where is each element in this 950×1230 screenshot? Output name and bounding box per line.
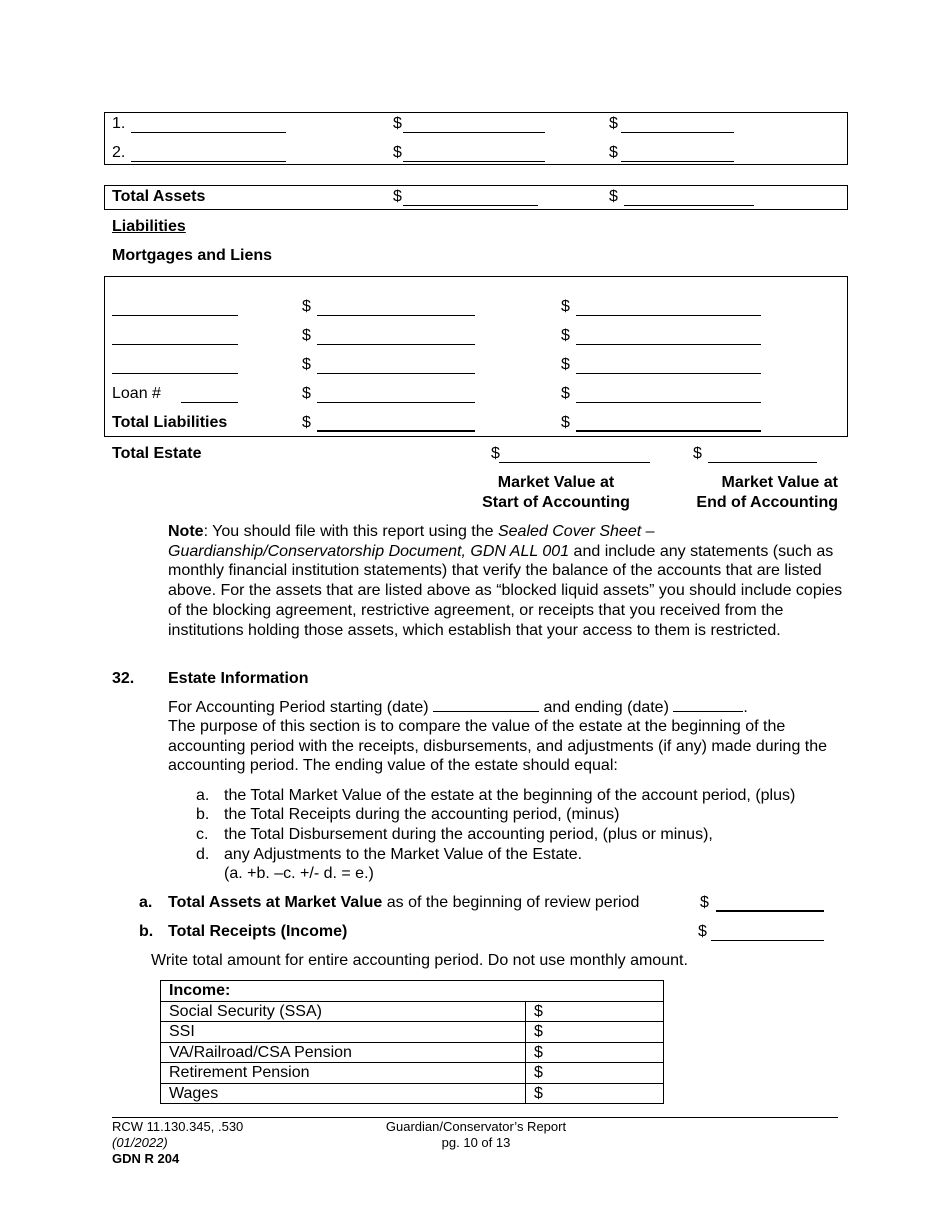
income-label: Wages	[161, 1083, 526, 1104]
mortgages-heading: Mortgages and Liens	[112, 247, 273, 264]
total-estate-end-field[interactable]	[708, 462, 817, 463]
currency: $	[393, 115, 402, 132]
total-estate-label: Total Estate	[112, 445, 202, 462]
currency: $	[609, 144, 618, 161]
currency: $	[698, 923, 707, 940]
total-assets-end-field[interactable]	[624, 205, 754, 206]
table-row	[161, 1063, 664, 1084]
currency: $	[561, 385, 570, 402]
currency: $	[561, 327, 570, 344]
currency: $	[534, 1023, 543, 1041]
currency: $	[693, 445, 702, 462]
currency: $	[491, 445, 500, 462]
note-paragraph	[168, 522, 843, 640]
list-letter: a.	[196, 787, 210, 804]
footer-title: Guardian/Conservator’s Report	[385, 1119, 567, 1134]
currency: $	[561, 356, 570, 373]
liability-end-field[interactable]	[576, 373, 761, 374]
column-header-line: Market Value at	[497, 474, 615, 491]
footer-form-number: GDN R 204	[112, 1151, 180, 1166]
section-title: Estate Information	[168, 670, 309, 687]
total-estate-start-field[interactable]	[499, 462, 650, 463]
note-text: and include any statements (such as monthly financial institution statements) that verify the balance of the accounts that are listed above. For the assets that are listed above as “blocked liquid assets” you should include copies of the blocking agreement, restrictive agreement, or receipts that you received from the institutions holding those assets, which establish that your access to them is restricted.	[168, 542, 843, 639]
section-number: 32.	[112, 670, 135, 687]
column-header-line: End of Accounting	[696, 494, 838, 511]
currency: $	[534, 1084, 543, 1102]
footer-rcw: RCW 11.130.345, .530	[112, 1119, 244, 1134]
cover-sheet-reference: Sealed Cover Sheet – Guardianship/Conservatorship Document, GDN ALL 001	[168, 523, 655, 560]
list-item: any Adjustments to the Market Value of the Estate.	[224, 846, 583, 863]
asset-start-value-field[interactable]	[403, 161, 545, 162]
list-letter: d.	[196, 846, 210, 863]
asset-row-label: 2.	[112, 144, 126, 161]
footer-page-number: pg. 10 of 13	[441, 1135, 511, 1150]
currency: $	[561, 414, 570, 431]
total-liabilities-label: Total Liabilities	[112, 414, 228, 431]
item-a-text: as of the beginning of review period	[382, 894, 640, 911]
period-label: and ending (date)	[539, 699, 674, 716]
table-row	[161, 1042, 664, 1063]
liability-end-field[interactable]	[576, 344, 761, 345]
total-liabilities-end-field[interactable]	[576, 430, 761, 432]
note-label: Note	[168, 523, 204, 540]
list-item: the Total Receipts during the accounting period, (minus)	[224, 806, 620, 823]
currency: $	[534, 1002, 543, 1020]
total-assets-box	[104, 185, 848, 210]
currency: $	[302, 356, 311, 373]
currency: $	[609, 188, 618, 205]
item-b-label: Total Receipts (Income)	[168, 923, 348, 940]
currency: $	[561, 298, 570, 315]
liability-name-field[interactable]	[112, 344, 238, 345]
currency: $	[393, 188, 402, 205]
column-header-end	[640, 473, 838, 513]
income-label: VA/Railroad/CSA Pension	[161, 1042, 526, 1063]
income-label: Retirement Pension	[161, 1063, 526, 1084]
footer-date: (01/2022)	[112, 1135, 168, 1150]
income-amount-field[interactable]	[526, 1083, 664, 1104]
currency: $	[302, 414, 311, 431]
column-header-start	[456, 473, 656, 513]
asset-name-field[interactable]	[131, 161, 286, 162]
note-text: : You should file with this report using the	[203, 523, 498, 540]
liability-start-field[interactable]	[317, 344, 475, 345]
liability-start-field[interactable]	[317, 373, 475, 374]
column-header-line: Start of Accounting	[482, 494, 630, 511]
total-assets-label: Total Assets	[112, 188, 206, 205]
instruction-text: Write total amount for entire accounting period. Do not use monthly amount.	[151, 952, 688, 969]
liability-name-field[interactable]	[112, 315, 238, 316]
table-row	[161, 1001, 664, 1022]
asset-name-field[interactable]	[131, 132, 286, 133]
total-assets-start-field[interactable]	[403, 205, 538, 206]
item-a-bold: Total Assets at Market Value	[168, 894, 383, 911]
liability-name-field[interactable]	[112, 373, 238, 374]
income-amount-field[interactable]	[526, 1063, 664, 1084]
list-letter: b.	[196, 806, 210, 823]
start-date-field[interactable]	[433, 697, 539, 712]
currency: $	[393, 144, 402, 161]
loan-start-field[interactable]	[317, 402, 475, 403]
loan-number-field[interactable]	[181, 402, 238, 403]
currency: $	[700, 894, 709, 911]
total-assets-market-value-field[interactable]	[716, 910, 824, 912]
table-row	[161, 1022, 664, 1043]
asset-end-value-field[interactable]	[621, 161, 734, 162]
total-liabilities-start-field[interactable]	[317, 430, 475, 432]
list-item: the Total Market Value of the estate at the beginning of the account period, (plus)	[224, 787, 796, 804]
currency: $	[302, 385, 311, 402]
income-label: Social Security (SSA)	[161, 1001, 526, 1022]
liability-start-field[interactable]	[317, 315, 475, 316]
period-label: .	[743, 699, 748, 716]
income-amount-field[interactable]	[526, 1001, 664, 1022]
income-amount-field[interactable]	[526, 1022, 664, 1043]
income-header: Income:	[161, 981, 664, 1002]
currency: $	[534, 1043, 543, 1061]
item-a-label	[168, 893, 639, 913]
total-receipts-field[interactable]	[711, 940, 824, 941]
liabilities-heading: Liabilities	[112, 218, 186, 235]
currency: $	[534, 1064, 543, 1082]
item-letter: a.	[139, 894, 153, 911]
currency: $	[302, 298, 311, 315]
list-item: the Total Disbursement during the accounting period, (plus or minus),	[224, 826, 713, 843]
item-letter: b.	[139, 923, 154, 940]
table-row	[161, 1083, 664, 1104]
period-label: For Accounting Period starting (date)	[168, 699, 434, 716]
income-table	[160, 980, 664, 1104]
purpose-paragraph: The purpose of this section is to compare the value of the estate at the beginning of the accounting period with the receipts, disbursements, and adjustments (if any) made during the accounting period. The ending value of the estate should equal:	[168, 718, 828, 775]
loan-label: Loan #	[112, 385, 161, 402]
income-label: SSI	[161, 1022, 526, 1043]
loan-end-field[interactable]	[576, 402, 761, 403]
formula: (a. +b. –c. +/- d. = e.)	[224, 865, 374, 882]
accounting-period-line	[168, 697, 748, 718]
footer-divider	[112, 1117, 838, 1118]
assets-box	[104, 112, 848, 165]
list-letter: c.	[196, 826, 209, 843]
currency: $	[302, 327, 311, 344]
currency: $	[609, 115, 618, 132]
column-header-line: Market Value at	[721, 474, 838, 491]
asset-start-value-field[interactable]	[403, 132, 545, 133]
end-date-field[interactable]	[673, 697, 743, 712]
income-amount-field[interactable]	[526, 1042, 664, 1063]
asset-end-value-field[interactable]	[621, 132, 734, 133]
liability-end-field[interactable]	[576, 315, 761, 316]
asset-row-label: 1.	[112, 115, 126, 132]
